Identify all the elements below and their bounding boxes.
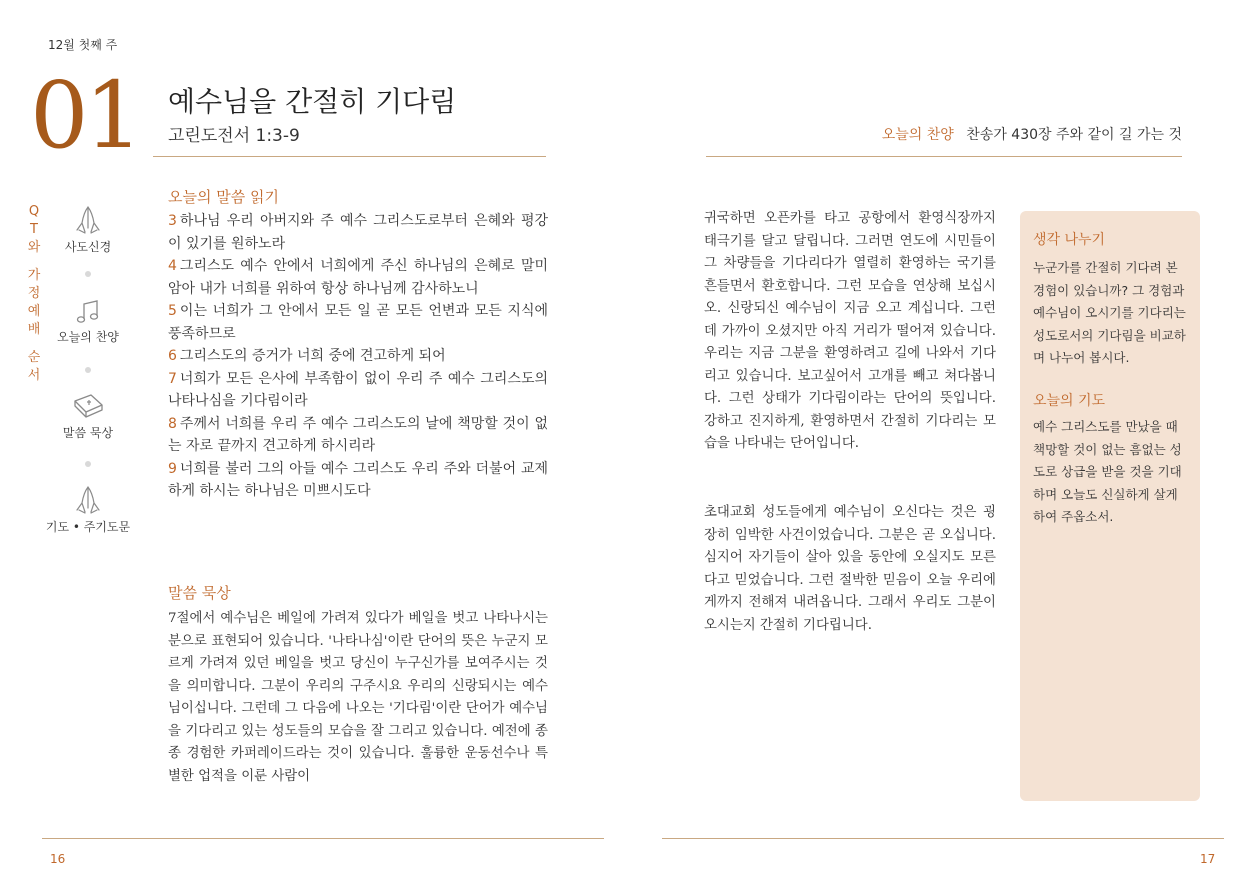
sidebar-item-label: 기도 • 주기도문: [45, 520, 131, 534]
footer-divider-left: [42, 838, 604, 839]
verse-text: 그리스도의 증거가 너희 중에 견고하게 되어: [179, 348, 446, 364]
music-note-icon: [73, 298, 103, 326]
sidebar-item-apostles-creed: [43, 204, 133, 255]
praying-hands-icon: [71, 484, 105, 516]
verse-text: 주께서 너희를 우리 주 예수 그리스도의 날에 책망할 것이 없는 자로 끝까지 견고하게 하시리라: [168, 415, 548, 454]
bible-icon: [71, 392, 105, 422]
reading-heading: 오늘의 말씀 읽기: [168, 188, 279, 206]
week-label: 12월 첫째 주: [48, 38, 118, 52]
nav-separator-dot: [85, 461, 91, 467]
hymn-text: 찬송가 430장 주와 같이 길 가는 것: [966, 127, 1182, 143]
verse: [168, 368, 548, 413]
prayer-heading: 오늘의 기도: [1033, 393, 1106, 409]
verse: [168, 300, 548, 345]
verse: [168, 345, 548, 368]
verse-text: 너희가 모든 은사에 부족함이 없이 우리 주 예수 그리스도의 나타나심을 기다림이라: [168, 370, 548, 409]
nav-separator-dot: [85, 367, 91, 373]
page-number-left: 16: [50, 852, 66, 866]
hymn-label: 오늘의 찬양: [881, 127, 954, 143]
share-heading: 생각 나누기: [1033, 232, 1106, 248]
sidebar-item-todays-hymn: [43, 298, 133, 345]
meditation-continuation-1: 귀국하면 오픈카를 타고 공항에서 환영식장까지 태극기를 달고 달립니다. 그러면 연도에 시민들이 그 차량들을 기다리다가 열렬히 환영하는 국기를 흔들면서 환호합니다. 그런 모습을 연상해 보십시오. 신랑되신 예수님이 지금 오고 계십니다. 그런데 가까이 오셨지만 아직 거리가 떨어져 있습니다. 우리는 지금 그분을 환영하려고 길에 나와서 기다리고 있습니다. 보고싶어서 고개를 빼고 쳐다봅니다. 그런 상태가 기다림이라는 단어의 뜻입니다. 강하고 진지하게, 환영하면서 간절히 기다리는 모습을 나타내는 단어입니다.: [704, 211, 996, 451]
verse: [168, 255, 548, 300]
meditation-continuation-2: 초대교회 성도들에게 예수님이 오신다는 것은 굉장히 임박한 사건이었습니다. 그분은 곧 오십니다. 심지어 자기들이 살아 있을 동안에 오실지도 모른다고 믿었습니다. 그런 절박한 믿음이 오늘 우리에게까지 전해져 내려옵니다. 그래서 우리도 그분이 오시는지 간절히 기다립니다.: [704, 505, 996, 633]
vertical-title-part-1: QT와: [27, 204, 41, 255]
verse-text: 이는 너희가 그 안에서 모든 일 곧 모든 언변과 모든 지식에 풍족하므로: [168, 303, 548, 342]
verse: [168, 458, 548, 503]
title-divider: [153, 156, 546, 157]
verse-number: 3: [168, 213, 177, 229]
sidebar-item-label: 사도신경: [64, 240, 112, 254]
verse: [168, 413, 548, 458]
prayer-text: 예수 그리스도를 만났을 때 책망할 것이 없는 흠없는 성도로 상급을 받을 것을 기대하며 오늘도 신실하게 살게 하여 주옵소서.: [1033, 419, 1182, 524]
sidebar-item-label: 오늘의 찬양: [57, 330, 119, 344]
verse-number: 9: [168, 460, 177, 477]
verse-text: 너희를 불러 그의 아들 예수 그리스도 우리 주와 더불어 교제하게 하시는 하나님은 미쁘시도다: [168, 460, 548, 499]
reflection-box: [1020, 211, 1200, 801]
verse-text: 그리스도 예수 안에서 너희에게 주신 하나님의 은혜로 말미암아 내가 너희를 위하여 항상 하나님께 감사하노니: [168, 258, 548, 297]
praying-hands-icon: [71, 204, 105, 236]
footer-divider-right: [662, 838, 1224, 839]
vertical-title-part-2: 가정예배: [27, 268, 41, 337]
scripture-reference: 고린도전서 1:3-9: [168, 126, 300, 146]
sidebar-item-prayer: [43, 484, 133, 535]
verse-number: 7: [168, 370, 177, 387]
share-text: 누군가를 간절히 기다려 본 경험이 있습니까? 그 경험과 예수님이 오시기를 기다리는 성도로서의 기다림을 비교하며 나누어 봅시다.: [1033, 260, 1186, 365]
vertical-section-title: [26, 203, 42, 385]
nav-separator-dot: [85, 271, 91, 277]
sidebar-item-word-meditation: [43, 392, 133, 441]
todays-hymn: [882, 124, 1182, 144]
hymn-divider: [706, 156, 1182, 157]
meditation-paragraph: 7절에서 예수님은 베일에 가려져 있다가 베일을 벗고 나타나시는 분으로 표현되어 있습니다. '나타나심'이란 단어의 뜻은 누군지 모르게 가려져 있던 베일을 벗고 당신이 누구신가를 보여주시는 것을 의미합니다. 그분이 우리의 구주시요 우리의 신랑되시는 예수님이십니다. 그런데 그 다음에 나오는 '기다림'이란 단어가 예수님을 기다리고 있는 성도들의 모습을 잘 그리고 있습니다. 예전에 종종 경험한 카퍼레이드라는 것이 있습니다. 훌륭한 운동선수나 특별한 업적을 이룬 사람이: [168, 611, 548, 784]
meditation-heading: 말씀 묵상: [168, 584, 231, 602]
verse-text: 하나님 우리 아버지와 주 예수 그리스도로부터 은혜와 평강이 있기를 원하노라: [168, 213, 548, 252]
scripture-passage: [168, 210, 548, 503]
vertical-title-part-3: 순서: [27, 350, 41, 383]
page-number-right: 17: [1200, 852, 1216, 866]
verse-number: 4: [168, 258, 177, 274]
lesson-number: 01: [30, 62, 140, 169]
verse: [168, 210, 548, 255]
page-title: 예수님을 간절히 기다림: [168, 85, 457, 118]
verse-number: 6: [168, 348, 177, 364]
verse-number: 5: [168, 303, 177, 319]
verse-number: 8: [168, 415, 177, 432]
sidebar-item-label: 말씀 묵상: [62, 426, 114, 440]
